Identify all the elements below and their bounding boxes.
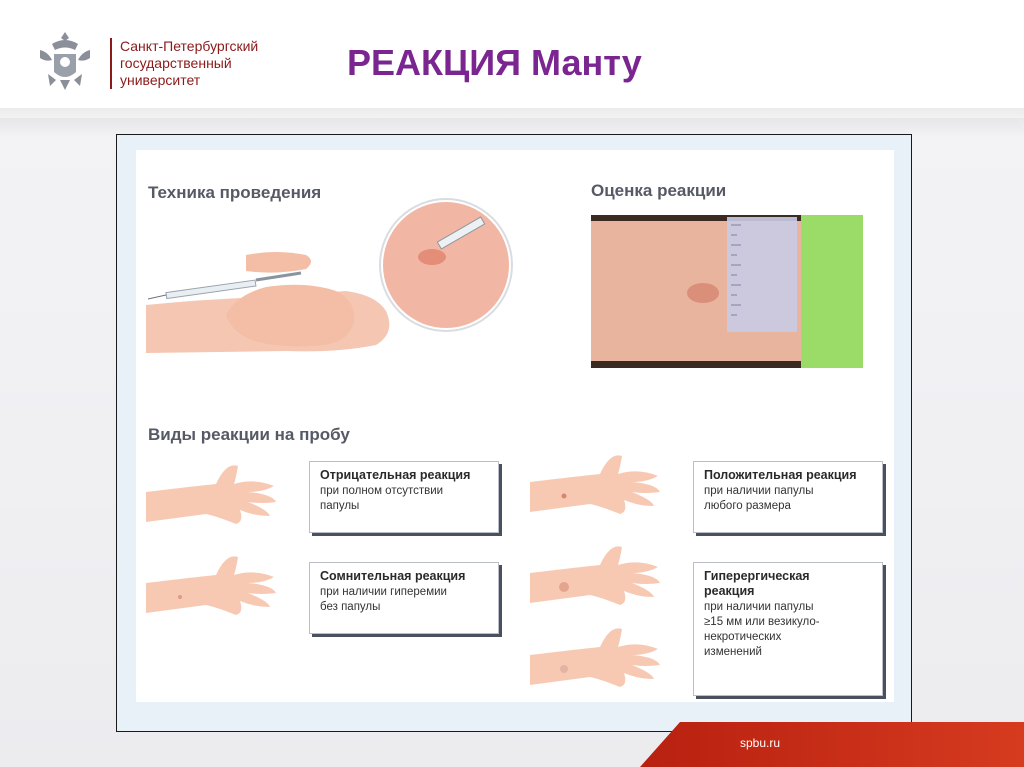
injection-technique-illustration — [146, 195, 526, 360]
card-hyperergic-reaction — [693, 562, 883, 696]
slide-title: РЕАКЦИЯ Манту — [347, 42, 642, 83]
hand-negative-illustration — [146, 462, 284, 544]
university-crest-icon — [30, 28, 100, 92]
card-title: Сомнительная реакция — [320, 569, 466, 583]
card-title: Отрицательная реакция — [320, 468, 471, 482]
hand-necrotic-illustration — [530, 625, 668, 707]
university-name-line: государственный — [120, 55, 232, 71]
university-name — [110, 38, 290, 89]
hand-doubtful-illustration — [146, 553, 284, 635]
reaction-measurement-photo — [591, 215, 863, 368]
card-title: Положительная реакция — [704, 468, 857, 482]
card-description: при наличии гиперемии без папулы — [320, 586, 447, 613]
card-doubtful-reaction — [309, 562, 499, 634]
hand-positive-illustration — [530, 452, 668, 534]
university-name-line: университет — [120, 72, 201, 88]
card-description: при наличии папулы ≥15 мм или везикуло- некротических изменений — [704, 601, 820, 658]
university-name-line: Санкт-Петербургский — [120, 38, 259, 54]
card-positive-reaction — [693, 461, 883, 533]
card-negative-reaction — [309, 461, 499, 533]
footer-site-link[interactable]: spbu.ru — [740, 736, 781, 750]
hand-hyperergic-illustration — [530, 543, 668, 625]
card-description: при наличии папулы любого размера — [704, 485, 814, 512]
types-heading: Виды реакции на пробу — [148, 425, 350, 444]
card-title: Гиперергическая реакция — [704, 569, 810, 598]
evaluation-heading: Оценка реакции — [591, 181, 727, 200]
footer-band — [640, 722, 1024, 767]
technique-heading: Техника проведения — [148, 183, 322, 202]
card-description: при полном отсутствии папулы — [320, 485, 444, 512]
